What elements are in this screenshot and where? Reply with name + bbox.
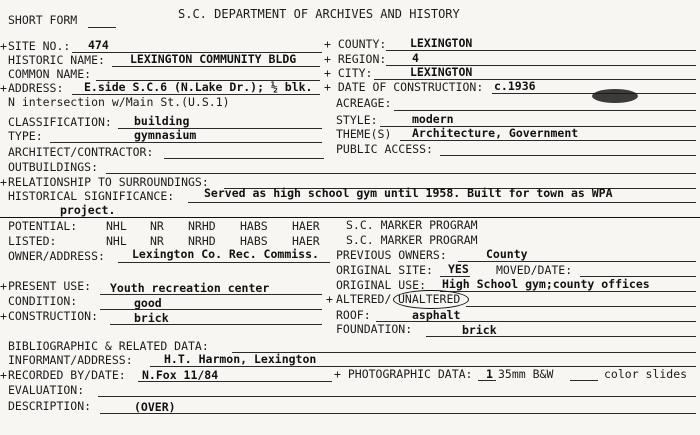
county-rule [386,50,696,51]
roof-rule [376,321,696,322]
listed-label: LISTED: [8,234,57,248]
roof-label: ROOF: [336,308,371,322]
plus-marker: + [0,279,7,293]
city-value: LEXINGTON [410,65,473,79]
listed-habs: HABS [240,234,268,248]
moved-date-label: MOVED/DATE: [496,263,573,277]
architect-label: ARCHITECT/CONTRACTOR: [8,145,154,159]
original-site-value: YES [448,262,469,276]
potential-nr: NR [150,219,164,233]
recorded-value: N.Fox 11/84 [142,368,219,382]
significance-line2: project. [60,203,116,217]
photo-bw: 35mm B&W [498,367,554,381]
description-label: DESCRIPTION: [8,399,92,413]
potential-nhl: NHL [106,219,127,233]
construction-value: brick [134,311,169,325]
historic-name-value: LEXINGTON COMMUNITY BLDG [130,52,297,66]
plus-marker: + [326,292,333,306]
site-no-label: SITE NO.: [8,39,71,53]
acreage-rule [394,110,696,111]
recorded-rule [138,381,332,382]
site-no-value: 474 [88,38,109,52]
owner-rule [118,262,330,263]
listed-marker: S.C. MARKER PROGRAM [346,233,478,247]
classification-label: CLASSIFICATION: [8,115,112,129]
significance-label: HISTORICAL SIGNIFICANCE: [8,189,175,203]
condition-rule [100,309,322,310]
ink-smudge [592,89,638,103]
listed-haer: HAER [292,234,320,248]
previous-owners-label: PREVIOUS OWNERS: [336,248,447,262]
public-access-rule [440,155,696,156]
plus-marker: + [0,309,7,323]
construction-rule [110,324,322,325]
plus-marker: + [0,39,7,53]
architect-rule [164,158,324,159]
photo-label: + PHOTOGRAPHIC DATA: [334,367,473,381]
original-use-value: High School gym;county offices [442,277,650,291]
condition-value: good [134,296,162,310]
plus-marker: + [0,81,7,95]
original-use-label: ORIGINAL USE: [336,278,427,292]
potential-haer: HAER [292,219,320,233]
significance-rule [188,202,696,203]
unaltered-circle-mark [393,290,469,309]
county-value: LEXINGTON [410,36,473,50]
description-value: (OVER) [134,400,176,414]
previous-owners-rule [458,261,696,262]
style-value: modern [412,112,454,126]
altered-rule [466,306,696,307]
acreage-label: ACREAGE: [336,96,392,110]
present-use-label: PRESENT USE: [8,279,92,293]
address-rule [72,94,320,95]
original-use-rule [440,291,696,292]
present-use-rule [100,294,322,295]
style-label: STYLE: [336,113,378,127]
region-value: 4 [412,51,419,65]
county-label: + COUNTY: [324,37,387,51]
themes-value: Architecture, Government [412,126,579,140]
type-label: TYPE: [8,129,43,143]
photo-count: 1 [486,367,493,381]
potential-habs: HABS [240,219,268,233]
original-site-label: ORIGINAL SITE: [336,263,433,277]
evaluation-rule [98,396,696,397]
historic-name-label: HISTORIC NAME: [8,53,105,67]
roof-value: asphalt [412,308,461,322]
present-use-value: Youth recreation center [110,281,270,295]
informant-value: H.T. Harmon, Lexington [164,352,317,366]
evaluation-label: EVALUATION: [8,383,85,397]
themes-label: THEME(S) [336,127,392,141]
short-form-label: SHORT FORM [8,13,78,27]
foundation-value: brick [462,323,497,337]
potential-marker: S.C. MARKER PROGRAM [346,218,478,232]
date-value: c.1936 [494,79,536,93]
listed-nrhd: NRHD [188,234,216,248]
date-label: + DATE OF CONSTRUCTION: [324,80,484,94]
city-label: + CITY: [324,66,373,80]
listed-nhl: NHL [106,234,127,248]
bibliographic-label: BIBLIOGRAPHIC & RELATED DATA: [8,339,209,353]
type-value: gymnasium [134,128,197,142]
address-value-line1: E.side S.C.6 (N.Lake Dr.); ½ blk. [84,80,313,94]
potential-nrhd: NRHD [188,219,216,233]
unaltered-option: UNALTERED [398,292,461,306]
photo-color: color slides [604,367,688,381]
region-label: + REGION: [324,52,387,66]
owner-label: OWNER/ADDRESS: [8,249,105,263]
form-title: S.C. DEPARTMENT OF ARCHIVES AND HISTORY [178,7,460,21]
recorded-label: RECORDED BY/DATE: [8,368,126,382]
foundation-rule [426,336,696,337]
significance-line1: Served as high school gym until 1958. Built for town as WPA [204,186,613,200]
foundation-label: FOUNDATION: [336,322,413,336]
listed-nr: NR [150,234,164,248]
construction-label: CONSTRUCTION: [8,309,99,323]
address-label: ADDRESS: [8,81,64,95]
previous-owners-value: County [486,247,528,261]
address-value-line2: N intersection w/Main St.(U.S.1) [8,95,230,109]
outbuildings-label: OUTBUILDINGS: [8,160,99,174]
photo-count-rule [478,380,496,381]
plus-marker: + [0,175,7,189]
short-form-rule [88,27,116,28]
plus-marker: + [0,368,7,382]
type-rule [50,142,322,143]
owner-value: Lexington Co. Rec. Commiss. [132,247,319,261]
description-rule [100,413,696,414]
outbuildings-rule [106,173,696,174]
public-access-label: PUBLIC ACCESS: [336,142,433,156]
relationship-label: RELATIONSHIP TO SURROUNDINGS: [8,175,209,189]
classification-value: building [134,114,190,128]
common-name-label: COMMON NAME: [8,67,92,81]
historic-name-rule [112,66,320,67]
themes-rule [400,140,696,141]
altered-option: ALTERED/ [336,292,392,306]
condition-label: CONDITION: [8,294,78,308]
potential-label: POTENTIAL: [8,219,78,233]
photo-color-rule [570,380,598,381]
informant-label: INFORMANT/ADDRESS: [8,353,133,367]
